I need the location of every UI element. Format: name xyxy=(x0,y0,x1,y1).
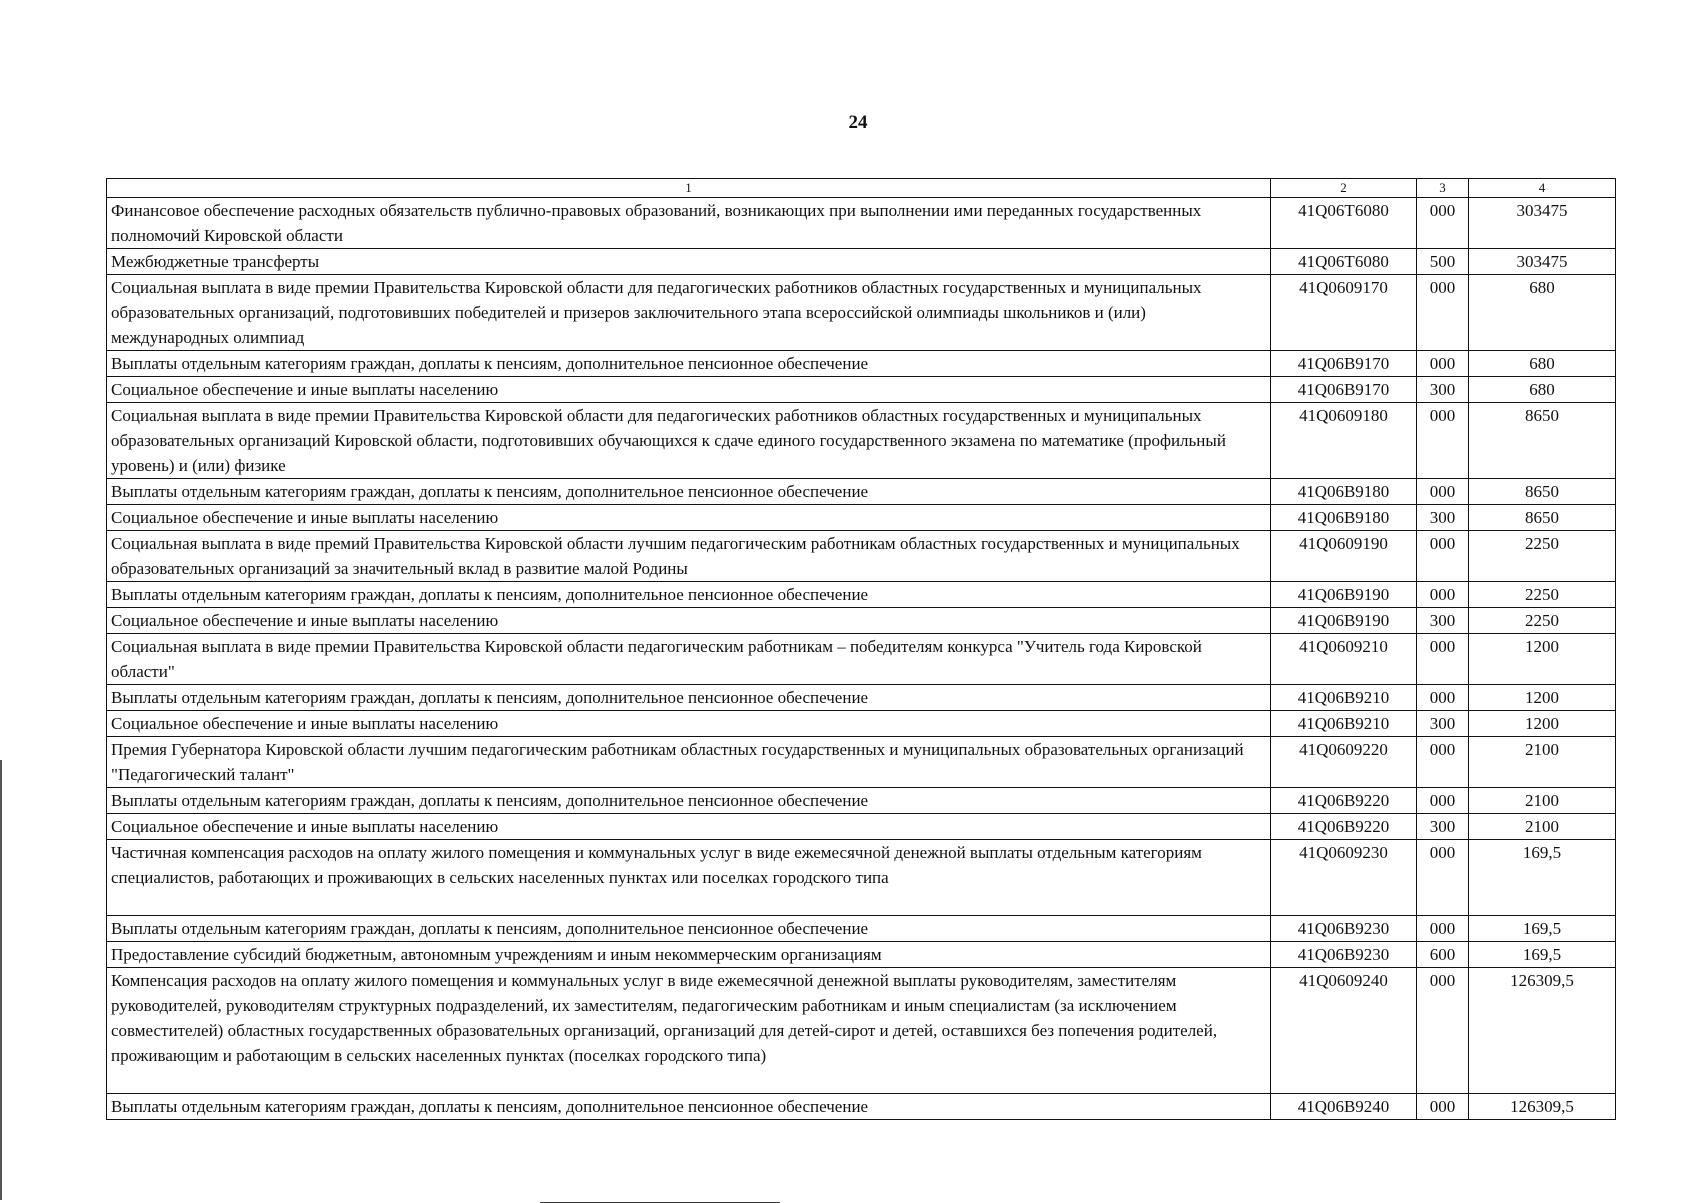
row-code-cell: 41Q06B9180 xyxy=(1271,505,1417,531)
row-code-cell: 41Q06B9210 xyxy=(1271,711,1417,737)
row-code-cell: 41Q0609220 xyxy=(1271,737,1417,788)
table-row xyxy=(107,249,1616,275)
row-code-cell: 41Q0609240 xyxy=(1271,968,1417,1094)
row-type-cell: 000 xyxy=(1417,351,1469,377)
column-header-3: 3 xyxy=(1417,179,1469,198)
row-amount-cell: 2100 xyxy=(1469,737,1616,788)
row-name-cell: Выплаты отдельным категориям граждан, доплаты к пенсиям, дополнительное пенсионное обеспечение xyxy=(107,479,1271,505)
row-amount-cell: 126309,5 xyxy=(1469,968,1616,1094)
row-name-cell: Социальная выплата в виде премии Правительства Кировской области педагогическим работникам – победителям конкурса "Учитель года Кировской области" xyxy=(107,634,1271,685)
row-code-cell: 41Q0609190 xyxy=(1271,531,1417,582)
row-type-cell: 300 xyxy=(1417,608,1469,634)
table-row xyxy=(107,685,1616,711)
row-type-cell: 300 xyxy=(1417,377,1469,403)
row-code-cell: 41Q0609170 xyxy=(1271,275,1417,351)
row-amount-cell: 680 xyxy=(1469,351,1616,377)
row-amount-cell: 2100 xyxy=(1469,814,1616,840)
row-code-cell: 41Q0609210 xyxy=(1271,634,1417,685)
table-row xyxy=(107,916,1616,942)
row-type-cell: 000 xyxy=(1417,685,1469,711)
row-amount-cell: 8650 xyxy=(1469,479,1616,505)
row-type-cell: 000 xyxy=(1417,916,1469,942)
row-name-cell: Предоставление субсидий бюджетным, автономным учреждениям и иным некоммерческим организациям xyxy=(107,942,1271,968)
table-row xyxy=(107,377,1616,403)
row-amount-cell: 680 xyxy=(1469,275,1616,351)
table-row xyxy=(107,505,1616,531)
page-number: 24 xyxy=(848,112,868,133)
row-name-cell: Финансовое обеспечение расходных обязательств публично-правовых образований, возникающих при выполнении ими переданных государственных полномочий Кировской области xyxy=(107,198,1271,249)
row-code-cell: 41Q0609230 xyxy=(1271,840,1417,916)
row-name-cell: Компенсация расходов на оплату жилого помещения и коммунальных услуг в виде ежемесячной денежной выплаты руководителям, заместителям руководителей, руководителям структурных подразделений, их заместителям, педагогическим работникам и иным специалистам (за исключением совместителей) областных государственных образовательных организаций, организаций для детей-сирот и детей, оставшихся без попечения родителей, проживающим и работающим в сельских населенных пунктах (поселках городского типа) xyxy=(107,968,1271,1094)
row-type-cell: 600 xyxy=(1417,942,1469,968)
table-row xyxy=(107,711,1616,737)
table-row xyxy=(107,634,1616,685)
table-row xyxy=(107,1094,1616,1120)
row-amount-cell: 2100 xyxy=(1469,788,1616,814)
table-row xyxy=(107,737,1616,788)
row-type-cell: 000 xyxy=(1417,275,1469,351)
table-row xyxy=(107,479,1616,505)
row-amount-cell: 303475 xyxy=(1469,249,1616,275)
row-type-cell: 000 xyxy=(1417,582,1469,608)
row-type-cell: 000 xyxy=(1417,198,1469,249)
row-code-cell: 41Q06B9240 xyxy=(1271,1094,1417,1120)
row-code-cell: 41Q0609180 xyxy=(1271,403,1417,479)
row-name-cell: Выплаты отдельным категориям граждан, доплаты к пенсиям, дополнительное пенсионное обеспечение xyxy=(107,685,1271,711)
row-code-cell: 41Q06B9210 xyxy=(1271,685,1417,711)
row-code-cell: 41Q06B9220 xyxy=(1271,788,1417,814)
row-type-cell: 300 xyxy=(1417,711,1469,737)
row-name-cell: Выплаты отдельным категориям граждан, доплаты к пенсиям, дополнительное пенсионное обеспечение xyxy=(107,582,1271,608)
row-type-cell: 300 xyxy=(1417,505,1469,531)
row-amount-cell: 169,5 xyxy=(1469,916,1616,942)
row-amount-cell: 169,5 xyxy=(1469,942,1616,968)
row-name-cell: Выплаты отдельным категориям граждан, доплаты к пенсиям, дополнительное пенсионное обеспечение xyxy=(107,1094,1271,1120)
row-code-cell: 41Q06B9190 xyxy=(1271,582,1417,608)
row-type-cell: 000 xyxy=(1417,634,1469,685)
row-amount-cell: 169,5 xyxy=(1469,840,1616,916)
row-name-cell: Социальное обеспечение и иные выплаты населению xyxy=(107,711,1271,737)
row-type-cell: 500 xyxy=(1417,249,1469,275)
row-type-cell: 000 xyxy=(1417,840,1469,916)
table-row xyxy=(107,275,1616,351)
table-header-row xyxy=(107,179,1616,198)
budget-table xyxy=(106,178,1616,1120)
row-amount-cell: 2250 xyxy=(1469,582,1616,608)
column-header-1: 1 xyxy=(107,179,1271,198)
table-row xyxy=(107,582,1616,608)
row-type-cell: 000 xyxy=(1417,737,1469,788)
row-type-cell: 000 xyxy=(1417,531,1469,582)
row-code-cell: 41Q06B9190 xyxy=(1271,608,1417,634)
scan-margin-mark xyxy=(0,760,2,1200)
row-name-cell: Социальная выплата в виде премии Правительства Кировской области для педагогических работников областных государственных и муниципальных образовательных организаций, подготовивших победителей и призеров заключительного этапа всероссийской олимпиады школьников и (или) международных олимпиад xyxy=(107,275,1271,351)
table-row xyxy=(107,814,1616,840)
row-amount-cell: 1200 xyxy=(1469,634,1616,685)
column-header-4: 4 xyxy=(1469,179,1616,198)
row-code-cell: 41Q06B9170 xyxy=(1271,377,1417,403)
row-type-cell: 000 xyxy=(1417,788,1469,814)
row-code-cell: 41Q06B9230 xyxy=(1271,942,1417,968)
row-name-cell: Социальное обеспечение и иные выплаты населению xyxy=(107,377,1271,403)
row-type-cell: 000 xyxy=(1417,1094,1469,1120)
row-amount-cell: 1200 xyxy=(1469,685,1616,711)
row-type-cell: 000 xyxy=(1417,968,1469,1094)
row-amount-cell: 8650 xyxy=(1469,403,1616,479)
row-code-cell: 41Q06B9220 xyxy=(1271,814,1417,840)
table-row xyxy=(107,608,1616,634)
row-amount-cell: 303475 xyxy=(1469,198,1616,249)
row-name-cell: Частичная компенсация расходов на оплату жилого помещения и коммунальных услуг в виде ежемесячной денежной выплаты отдельным категориям специалистов, работающих и проживающих в сельских населенных пунктах или поселках городского типа xyxy=(107,840,1271,916)
row-name-cell: Премия Губернатора Кировской области лучшим педагогическим работникам областных государственных и муниципальных образовательных организаций "Педагогический талант" xyxy=(107,737,1271,788)
row-amount-cell: 2250 xyxy=(1469,608,1616,634)
row-code-cell: 41Q06T6080 xyxy=(1271,198,1417,249)
row-amount-cell: 680 xyxy=(1469,377,1616,403)
row-name-cell: Выплаты отдельным категориям граждан, доплаты к пенсиям, дополнительное пенсионное обеспечение xyxy=(107,916,1271,942)
row-name-cell: Выплаты отдельным категориям граждан, доплаты к пенсиям, дополнительное пенсионное обеспечение xyxy=(107,788,1271,814)
row-amount-cell: 8650 xyxy=(1469,505,1616,531)
row-code-cell: 41Q06B9170 xyxy=(1271,351,1417,377)
row-name-cell: Социальное обеспечение и иные выплаты населению xyxy=(107,505,1271,531)
table-row xyxy=(107,968,1616,1094)
row-code-cell: 41Q06T6080 xyxy=(1271,249,1417,275)
table-row xyxy=(107,198,1616,249)
table-row xyxy=(107,788,1616,814)
row-name-cell: Межбюджетные трансферты xyxy=(107,249,1271,275)
row-amount-cell: 2250 xyxy=(1469,531,1616,582)
row-code-cell: 41Q06B9230 xyxy=(1271,916,1417,942)
row-name-cell: Социальная выплата в виде премии Правительства Кировской области для педагогических работников областных государственных и муниципальных образовательных организаций Кировской области, подготовивших обучающихся к сдаче единого государственного экзамена по математике (профильный уровень) и (или) физике xyxy=(107,403,1271,479)
table-row xyxy=(107,403,1616,479)
row-type-cell: 000 xyxy=(1417,403,1469,479)
row-code-cell: 41Q06B9180 xyxy=(1271,479,1417,505)
row-name-cell: Выплаты отдельным категориям граждан, доплаты к пенсиям, дополнительное пенсионное обеспечение xyxy=(107,351,1271,377)
row-type-cell: 000 xyxy=(1417,479,1469,505)
table-row xyxy=(107,531,1616,582)
row-type-cell: 300 xyxy=(1417,814,1469,840)
row-name-cell: Социальное обеспечение и иные выплаты населению xyxy=(107,814,1271,840)
table-row xyxy=(107,942,1616,968)
row-name-cell: Социальное обеспечение и иные выплаты населению xyxy=(107,608,1271,634)
row-amount-cell: 126309,5 xyxy=(1469,1094,1616,1120)
row-amount-cell: 1200 xyxy=(1469,711,1616,737)
column-header-2: 2 xyxy=(1271,179,1417,198)
table-row xyxy=(107,351,1616,377)
row-name-cell: Социальная выплата в виде премий Правительства Кировской области лучшим педагогическим работникам областных государственных и муниципальных образовательных организаций за значительный вклад в развитие малой Родины xyxy=(107,531,1271,582)
table-row xyxy=(107,840,1616,916)
